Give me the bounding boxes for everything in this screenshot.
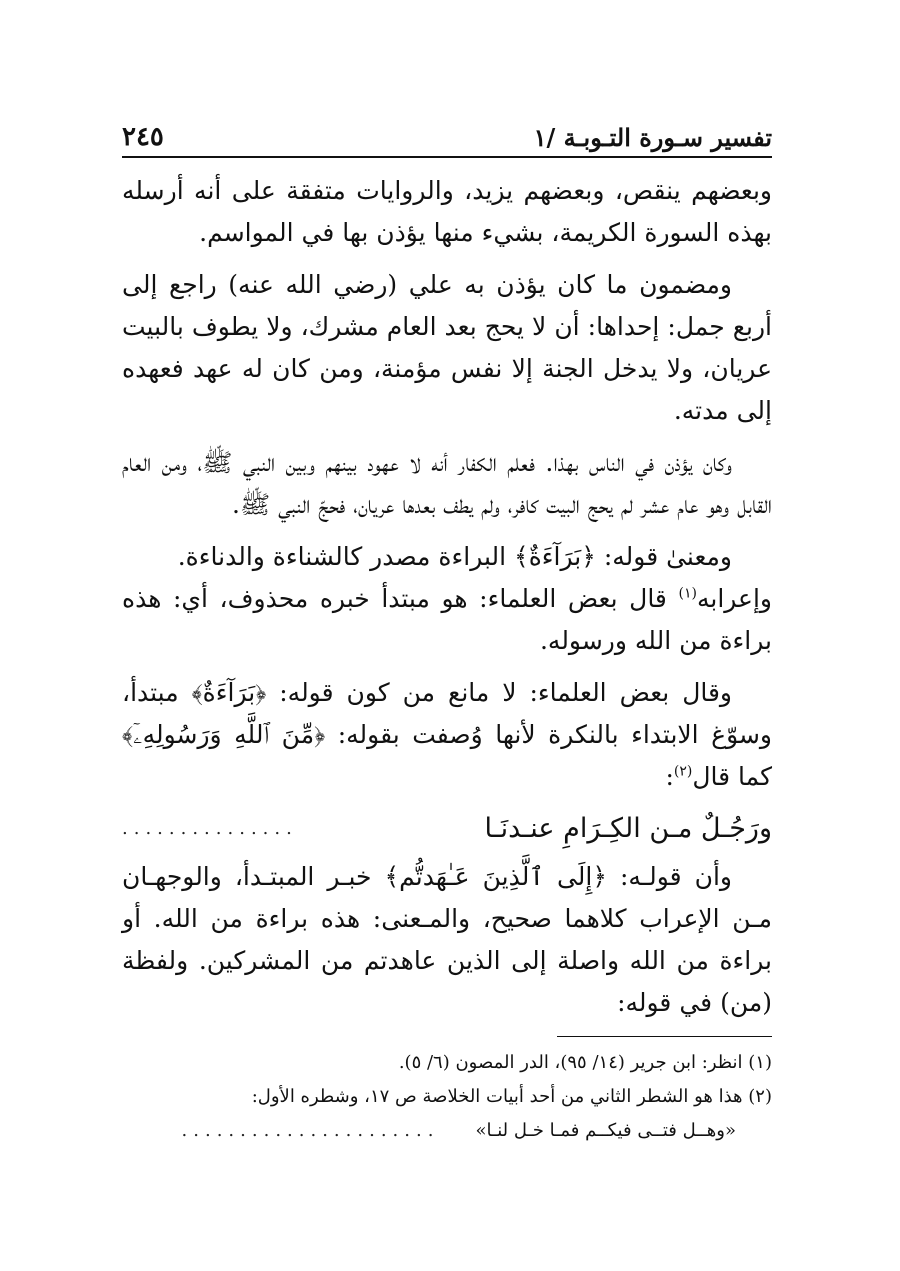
running-title: تفسير سـورة التـوبـة /١	[533, 123, 772, 152]
paragraph	[122, 578, 772, 662]
verse-first-half: ورَجُـلٌ مـن الكِـرَامِ عنـدنَـا	[484, 813, 772, 844]
footnote-separator	[557, 1036, 772, 1037]
paragraph: ومضمون ما كان يؤذن به علي (رضي الله عنه) راجع إلى أربع جمل: إحداها: أن لا يحج بعد العام مشرك، ولا يطوف بالبيت عريان، ولا يدخل الجنة إلا نفس مؤمنة، ومن كان له عهد فعهده إلى مدته.	[122, 270, 772, 425]
footnote-verse-ellipsis: ......................	[181, 1120, 440, 1141]
footnote-ref[interactable]: (٢)	[673, 763, 693, 780]
punctuation: :	[665, 762, 674, 791]
main-text	[122, 170, 772, 1034]
paragraph	[122, 536, 772, 578]
footnote-verse	[122, 1114, 772, 1148]
poetry-verse	[122, 808, 772, 850]
paragraph: وأن قولـه: ﴿إِلَى ٱلَّذِينَ عَـٰهَدتُّم﴾ خبـر المبتـدأ، والوجهـان مـن الإعراب كلاهما صحيح، والمـعنى: هذه براءة من الله. أو براءة من الله واصلة إلى الذين عاهدتم من المشركين. ولفظة (من) في قوله:	[122, 862, 772, 1017]
paragraph-text: قال بعض العلماء: هو مبتدأ خبره محذوف، أي: هذه براءة من الله ورسوله.	[122, 584, 772, 655]
verse-ellipsis: ...............	[122, 818, 298, 839]
irab-label: وإعرابه	[696, 584, 772, 613]
paragraph-text: ومعنىٰ قوله: ﴿بَرَآءَةٌ﴾ البراءة مصدر كالشناءة والدناءة.	[177, 542, 732, 571]
paragraph: وبعضهم ينقص، وبعضهم يزيد، والروايات متفقة على أنه أرسله بهذه السورة الكريمة، بشيء منها يؤذن بها في المواسم.	[122, 176, 772, 247]
footnotes	[122, 1046, 772, 1148]
page-header	[122, 112, 772, 158]
paragraph	[122, 672, 772, 798]
footnote-ref[interactable]: (١)	[678, 585, 697, 602]
footnote: (٢) هذا هو الشطر الثاني من أحد أبيات الخلاصة ص ١٧، وشطره الأول:	[251, 1086, 772, 1107]
footnote: (١) انظر: ابن جرير (١٤/ ٩٥)، الدر المصون (٦/ ٥).	[398, 1052, 772, 1073]
footnote-verse-text: «وهــل فتــى فيكــم فمـا خـل لنـا»	[475, 1120, 736, 1141]
paragraph-text: وقال بعض العلماء: لا مانع من كون قوله: ﴿بَرَآءَةٌ﴾ مبتدأ، وسوّغ الابتداء بالنكرة لأنها وُصفت بقوله: ﴿مِّنَ ٱللَّهِ وَرَسُولِهِۦٓ﴾ كما قال	[122, 678, 772, 791]
paragraph: وكان يؤذن في الناس بهذا. فعلم الكفار أنه لا عهود بينهم وبين النبي ﷺ، ومن العام القابل وهو عام عشر لم يحج البيت كافر، ولم يطف بعدها عريان، فحجّ النبي ﷺ.	[122, 448, 772, 519]
page-number: ٢٤٥	[122, 122, 164, 152]
